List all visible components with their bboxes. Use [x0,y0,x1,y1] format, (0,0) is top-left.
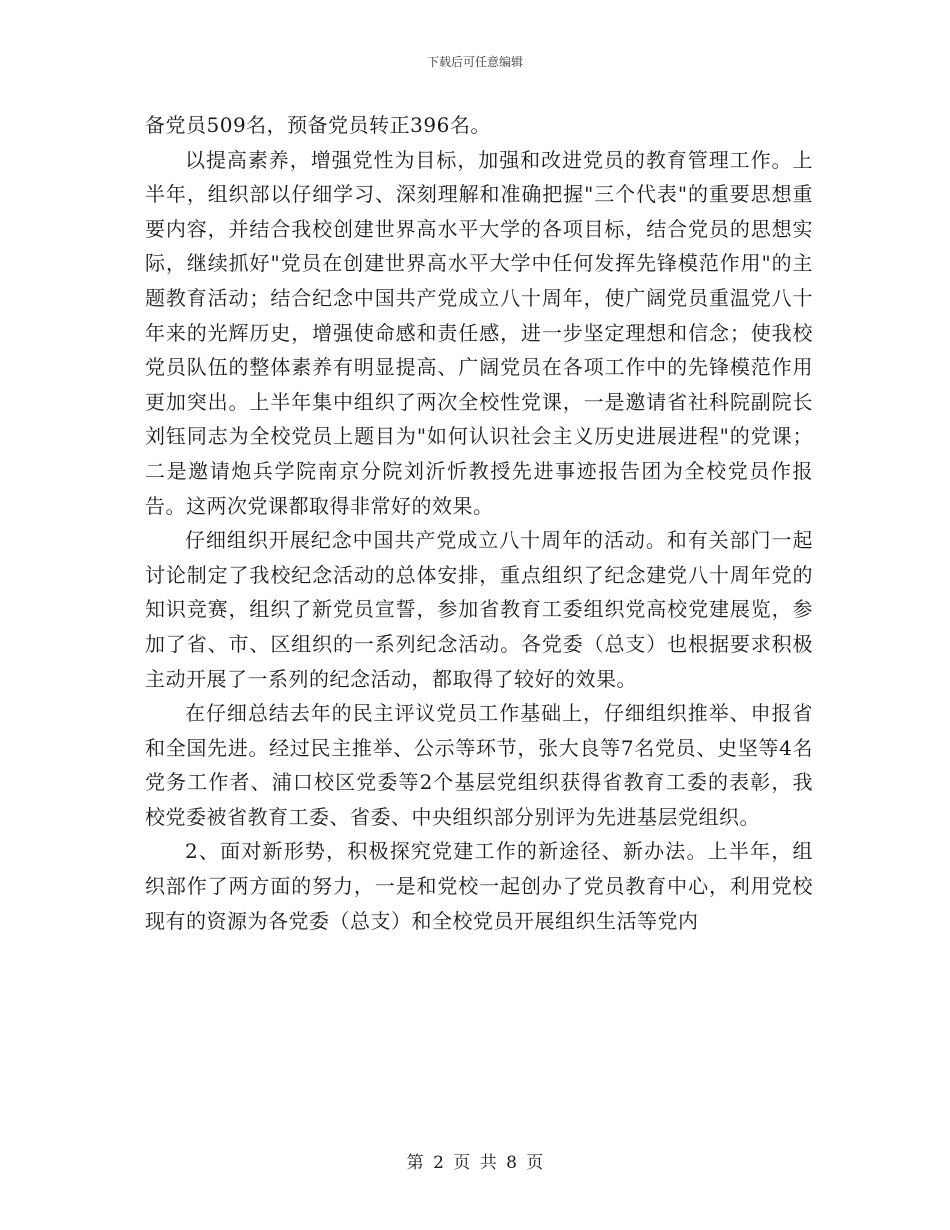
paragraph-commendation: 在仔细总结去年的民主评议党员工作基础上，仔细组织推举、申报省和全国先进。经过民主推举、公示等环节，张大良等7名党员、史坚等4名党务工作者、浦口校区党委等2个基层党组织获得省教育工委的表彰，我校党委被省教育工委、省委、中央组织部分别评为先进基层党组织。 [145,701,813,829]
paragraph-anniversary: 仔细组织开展纪念中国共产党成立八十周年的活动。和有关部门一起讨论制定了我校纪念活动的总体安排，重点组织了纪念建党八十周年党的知识竞赛，组织了新党员宣誓，参加省教育工委组织党高校党建展览，参加了省、市、区组织的一系列纪念活动。各党委（总支）也根据要求积极主动开展了一系列的纪念活动，都取得了较好的效果。 [145,528,813,691]
document-body [145,108,813,938]
paragraph-continuation: 备党员509名，预备党员转正396名。 [145,113,491,137]
paragraph-new-approaches: 2、面对新形势，积极探究党建工作的新途径、新办法。上半年，组织部作了两方面的努力，一是和党校一起创办了党员教育中心，利用党校现有的资源为各党委（总支）和全校党员开展组织生活等党内 [145,839,813,933]
paragraph-education: 以提高素养，增强党性为目标，加强和改进党员的教育管理工作。上半年，组织部以仔细学习、深刻理解和准确把握"三个代表"的重要思想重要内容，并结合我校创建世界高水平大学的各项目标，结合党员的思想实际，继续抓好"党员在创建世界高水平大学中任何发挥先锋模范作用"的主题教育活动；结合纪念中国共产党成立八十周年，使广阔党员重温党八十年来的光辉历史，增强使命感和责任感，进一步坚定理想和信念；使我校党员队伍的整体素养有明显提高、广阔党员在各项工作中的先锋模范作用更加突出。上半年集中组织了两次全校性党课，一是邀请省社科院副院长刘钰同志为全校党员上题目为"如何认识社会主义历史进展进程"的党课；二是邀请炮兵学院南京分院刘沂忻教授先进事迹报告团为全校党员作报告。这两次党课都取得非常好的效果。 [145,147,813,518]
page-number: 第 2 页 共 8 页 [406,1153,544,1173]
page-header: 下载后可任意编辑 [426,55,523,69]
